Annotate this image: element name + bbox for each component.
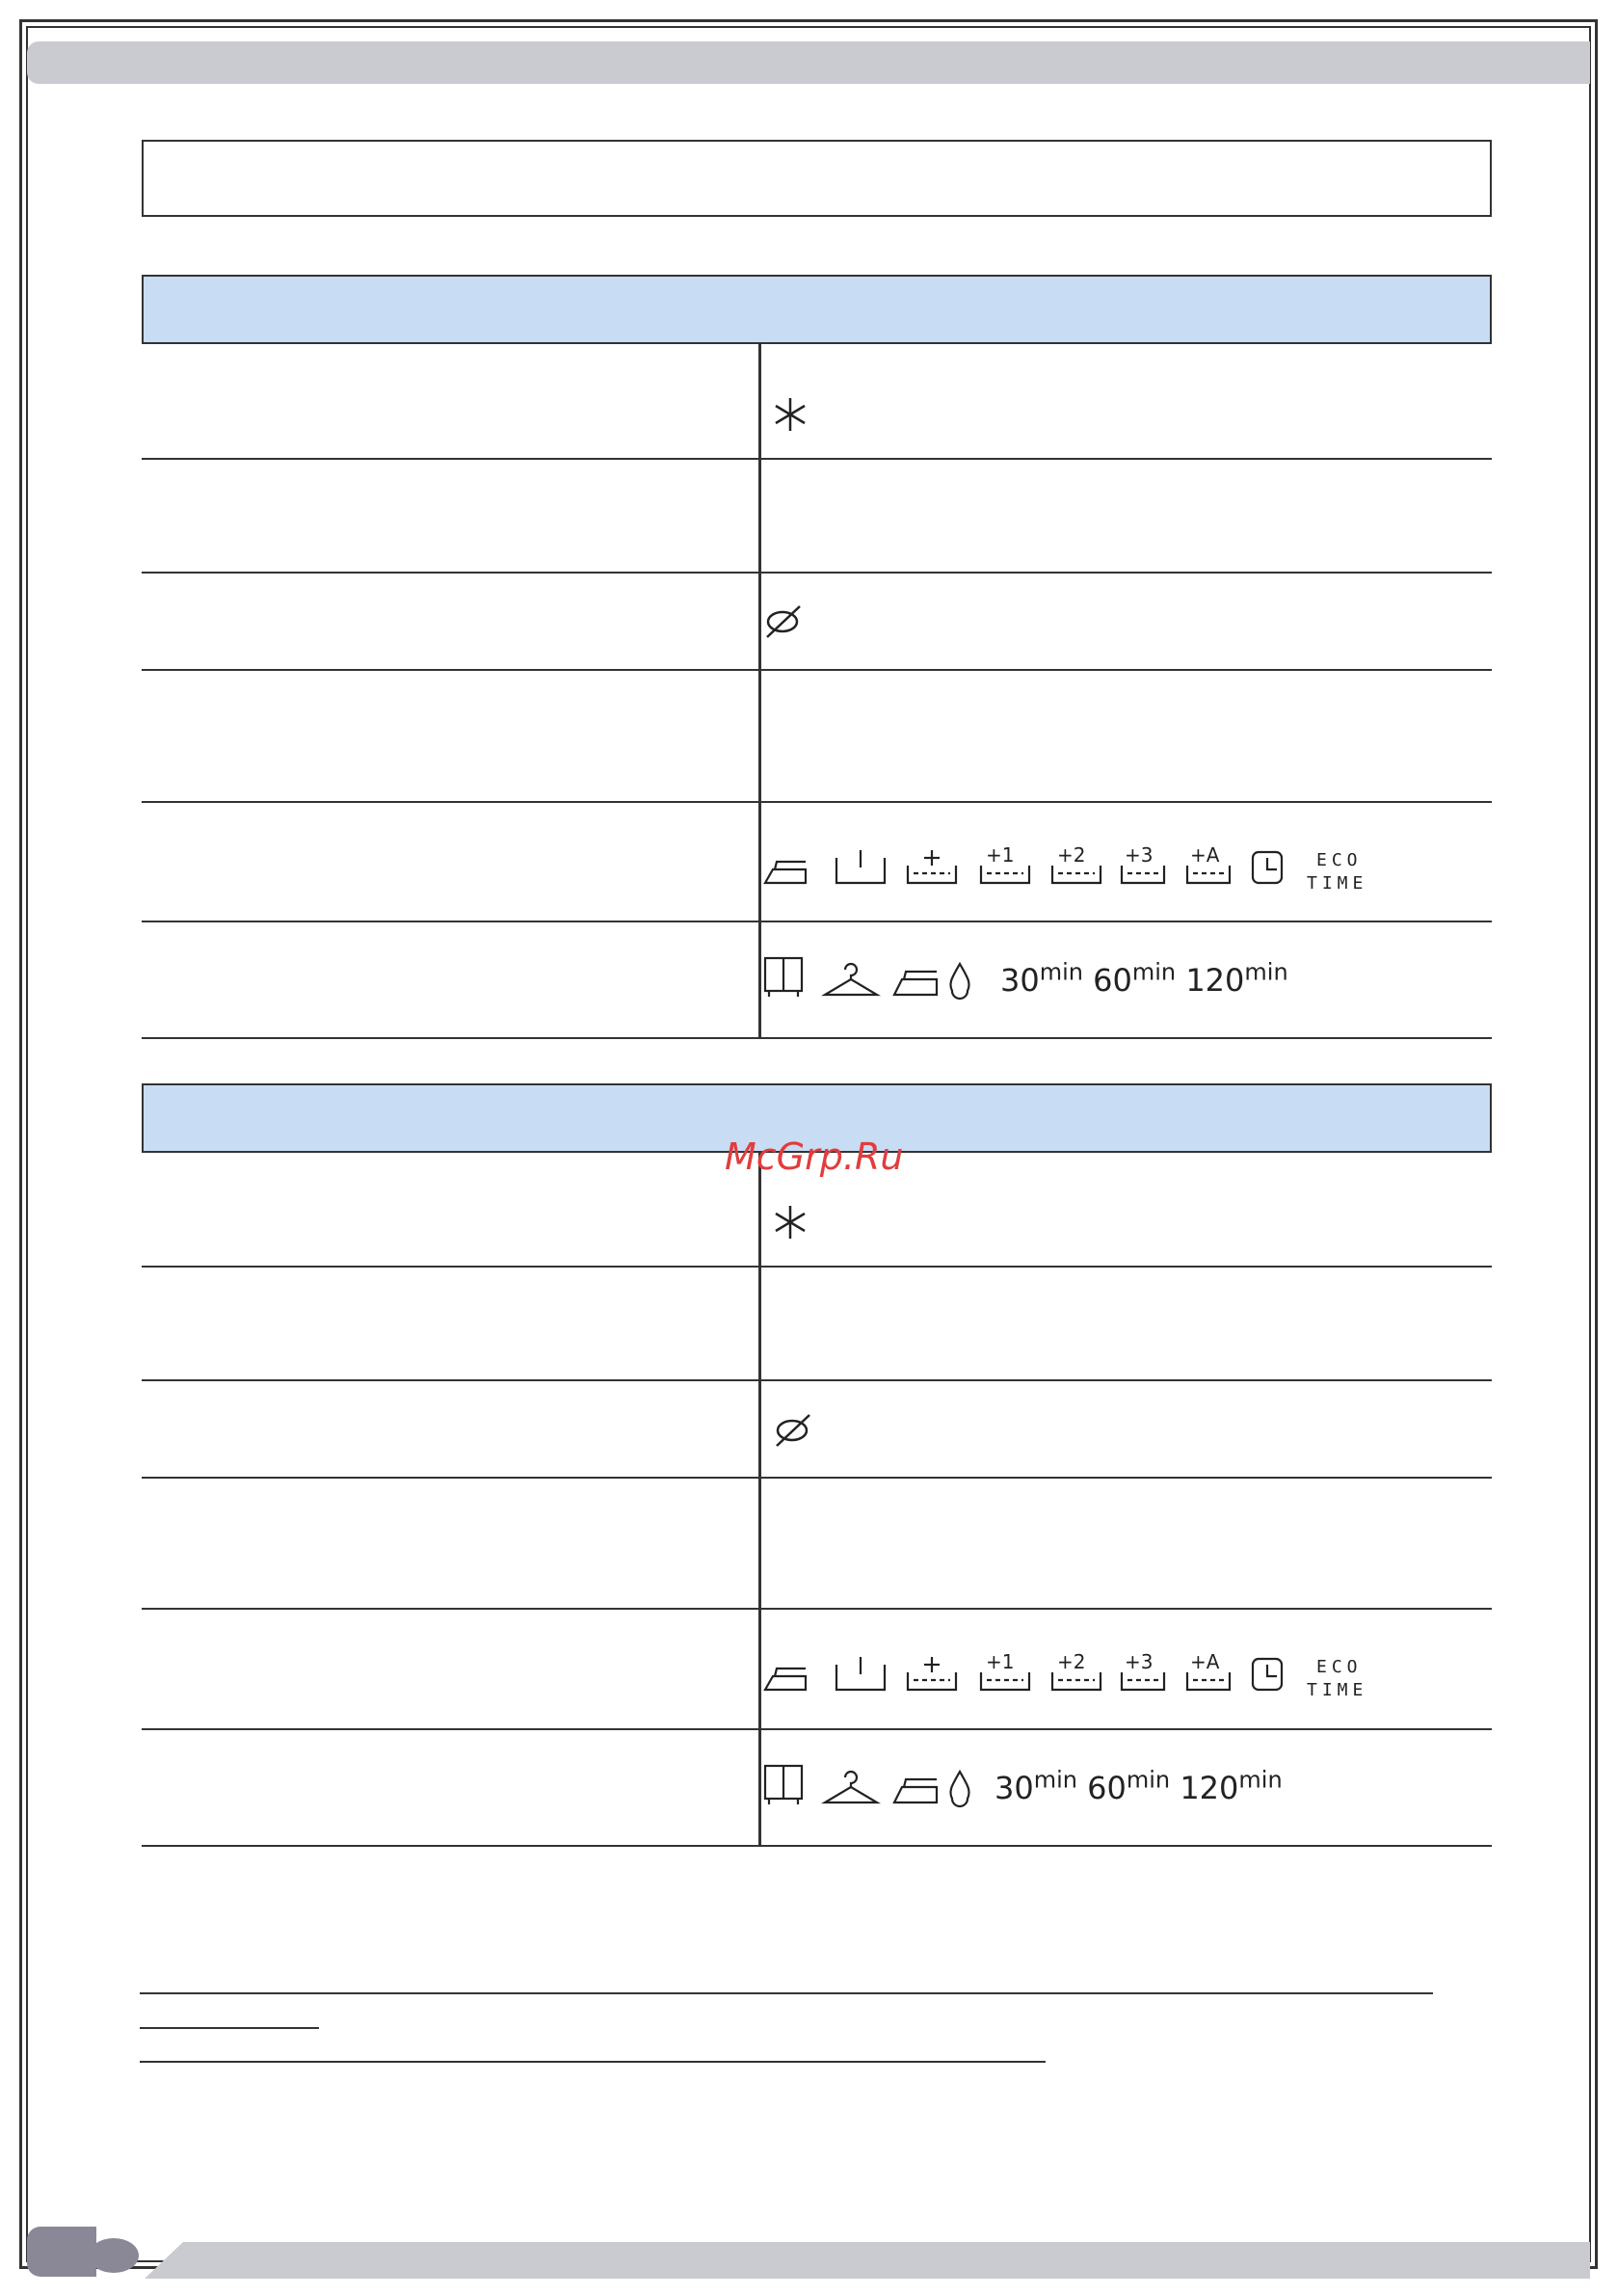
footnote-line bbox=[140, 1992, 1433, 1994]
options-icon-row bbox=[763, 1645, 1390, 1703]
rinse-plus-2-icon bbox=[1052, 866, 1101, 883]
svg-text:TIME: TIME bbox=[1307, 873, 1368, 894]
rinse-hold-icon bbox=[836, 850, 885, 883]
duration-30: 30 bbox=[1000, 962, 1040, 999]
options-icon-row bbox=[763, 839, 1390, 896]
durations-text: $30^{min}$ $60^{min}$ $120^{min}$ bbox=[1000, 958, 1288, 999]
page-number-tab bbox=[27, 2227, 96, 2277]
top-decorative-bar bbox=[27, 41, 1590, 84]
rinse-plus-1-icon bbox=[981, 866, 1029, 883]
svg-text:TIME: TIME bbox=[1307, 1680, 1368, 1700]
snowflake-icon bbox=[771, 395, 809, 434]
durations-text: $30^{min}$ $60^{min}$ $120^{min}$ bbox=[995, 1766, 1283, 1806]
cupboard-dry-icon bbox=[765, 1766, 802, 1804]
dry-icon-row bbox=[763, 954, 985, 1002]
section-1-row-divider bbox=[142, 669, 1492, 671]
section-2-row-divider bbox=[142, 1266, 1492, 1268]
rinse-plus-a-icon bbox=[1187, 1672, 1230, 1690]
section-1-row-divider bbox=[142, 1037, 1492, 1039]
clock-icon bbox=[1253, 852, 1282, 883]
section-2-row-divider bbox=[142, 1379, 1492, 1381]
section-1-row-divider bbox=[142, 458, 1492, 460]
section-2-column-divider bbox=[758, 1153, 761, 1847]
section-2-row-divider bbox=[142, 1728, 1492, 1730]
hanger-dry-icon bbox=[825, 964, 877, 995]
section-2-row-divider bbox=[142, 1608, 1492, 1610]
rinse-plus-1-icon bbox=[981, 1672, 1029, 1690]
cupboard-dry-icon bbox=[765, 958, 802, 997]
svg-text:+2: +2 bbox=[1057, 843, 1086, 867]
rinse-hold-icon bbox=[836, 1657, 885, 1690]
no-spin-icon bbox=[773, 1411, 815, 1450]
svg-text:+3: +3 bbox=[1125, 1650, 1154, 1673]
svg-text:+3: +3 bbox=[1125, 843, 1154, 867]
rinse-plus-2-icon bbox=[1052, 1672, 1101, 1690]
section-1-row-divider bbox=[142, 801, 1492, 803]
section-1-header bbox=[142, 275, 1492, 344]
duration-120: 120 bbox=[1180, 1770, 1239, 1806]
watermark: McGrp.Ru bbox=[725, 1135, 904, 1178]
section-1-row-divider bbox=[142, 921, 1492, 922]
page-number-oval bbox=[89, 2238, 139, 2273]
rinse-plus-3-icon bbox=[1122, 866, 1164, 883]
footnote-line bbox=[140, 2027, 319, 2029]
duration-60: 60 bbox=[1087, 1770, 1127, 1806]
title-box bbox=[142, 140, 1492, 217]
svg-text:+1: +1 bbox=[986, 843, 1015, 867]
clock-icon bbox=[1253, 1659, 1282, 1690]
rinse-plus-3-icon bbox=[1122, 1672, 1164, 1690]
dry-icon-row bbox=[763, 1762, 985, 1810]
iron-icon bbox=[765, 1669, 806, 1690]
svg-text:+A: +A bbox=[1190, 843, 1220, 867]
extra-rinse-icon bbox=[908, 850, 956, 883]
iron-dry-icon bbox=[894, 1772, 969, 1806]
duration-60: 60 bbox=[1093, 962, 1132, 999]
iron-dry-icon bbox=[894, 964, 969, 999]
duration-120: 120 bbox=[1185, 962, 1245, 999]
section-2-row-divider bbox=[142, 1845, 1492, 1847]
bottom-decorative-bar bbox=[145, 2242, 1590, 2279]
snowflake-icon bbox=[771, 1203, 809, 1241]
no-spin-icon bbox=[763, 602, 806, 641]
extra-rinse-icon bbox=[908, 1657, 956, 1690]
iron-icon bbox=[765, 862, 806, 883]
svg-text:ECO: ECO bbox=[1316, 1657, 1363, 1677]
section-2-row-divider bbox=[142, 1477, 1492, 1479]
duration-30: 30 bbox=[995, 1770, 1034, 1806]
footnote-line bbox=[140, 2061, 1046, 2063]
section-1-row-divider bbox=[142, 572, 1492, 574]
svg-text:+1: +1 bbox=[986, 1650, 1015, 1673]
svg-text:ECO: ECO bbox=[1316, 850, 1363, 870]
rinse-plus-a-icon bbox=[1187, 866, 1230, 883]
section-1-column-divider bbox=[758, 344, 761, 1038]
svg-text:+2: +2 bbox=[1057, 1650, 1086, 1673]
svg-text:+A: +A bbox=[1190, 1650, 1220, 1673]
hanger-dry-icon bbox=[825, 1772, 877, 1802]
